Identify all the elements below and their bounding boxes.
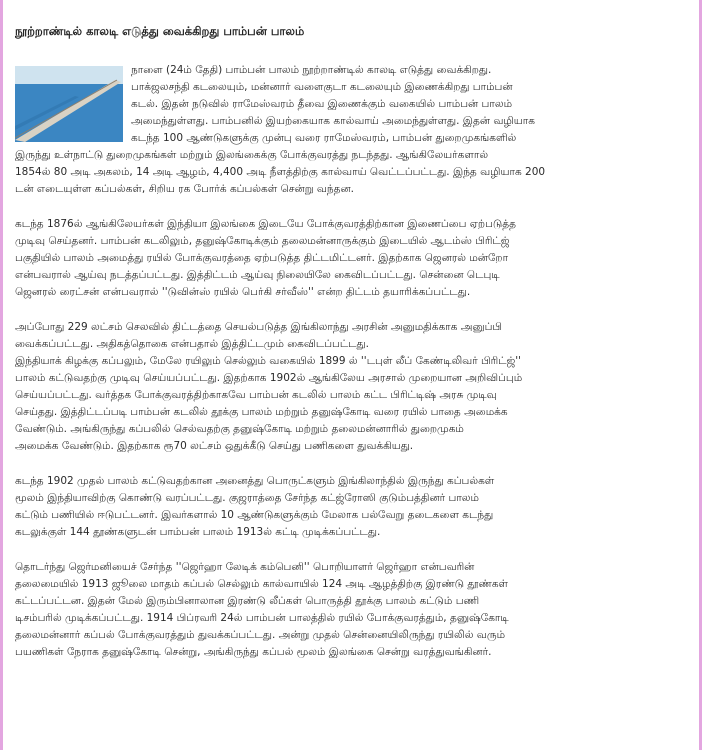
text-line: கடலுக்குள் 144 தூண்களுடன் பாம்பன் பாலம் 1913ல் கட்டி முடிக்கப்பட்டது. [15, 526, 381, 538]
text-line: அப்போது 229 லட்சம் செலவில் திட்டத்தை செயல்படுத்த இங்கிலாந்து அரசின் அனுமதிக்காக அனுப்பி [15, 321, 502, 333]
text-line: கட்டும் பணியில் ஈடுபட்டனர். இவர்களால் 10 ஆண்டுகளுக்கும் மேலாக பல்வேறு தடைகளை கடந்து [15, 509, 494, 521]
text-line: தொடர்ந்து ஜெர்மனியைச் சேர்ந்த ''ஜெர்ஹா லேடிக் கம்பெனி'' பொறியாளர் ஜெர்ஹா என்பவரின் [15, 561, 475, 573]
text-line: நாளை (24ம் தேதி) பாம்பன் பாலம் நூற்றாண்டில் காலடி எடுத்து வைக்கிறது. [131, 64, 492, 76]
paragraph-4 [15, 473, 691, 541]
text-line: வைக்கப்பட்டது. அதிகத்தொகை என்பதால் இத்திட்டமும் கைவிடப்பட்டது. [15, 338, 369, 350]
text-line: மூலம் இந்தியாவிற்கு கொண்டு வரப்பட்டது. குஜராத்தை சேர்ந்த கட்ஜ்ரோஸி குடும்பத்தினர் பாலம் [15, 492, 479, 504]
text-line: அமைக்க வேண்டும். இதற்காக ரூ70 லட்சம் ஒதுக்கீடு செய்து பணிகளை துவக்கியது. [15, 440, 414, 452]
article-title: நூற்றாண்டில் காலடி எடுத்து வைக்கிறது பாம்பன் பாலம் [15, 24, 305, 38]
text-line: பயணிகள் நேராக தனுஷ்கோடி சென்று, அங்கிருந்து கப்பல் மூலம் இலங்கை சென்று வரத்துவங்கினர். [15, 646, 492, 658]
text-line: முடிவு செய்தனர். பாம்பன் கடலிலும், தனுஷ்கோடிக்கும் தலைமன்னாருக்கும் இடையில் ஆடம்ஸ் பிரிட்ஜ் [15, 235, 510, 247]
text-line: செய்தது. இத்திட்டப்படி பாம்பன் கடலில் தூக்கு பாலம் மற்றும் தனுஷ்கோடி வரை ரயில் பாதை அமைக்க [15, 406, 508, 418]
text-line: கட்டப்பட்டன. இதன் மேல் இரும்பினாலான இரண்டு லீப்கள் பொருத்தி தூக்கு பாலம் கட்டும் பணி [15, 595, 480, 607]
text-line: கடந்த 100 ஆண்டுகளுக்கு முன்பு வரை ராமேஸ்வரம், பாம்பன் துறைமுகங்களில் [131, 132, 517, 144]
text-line: வேண்டும். அங்கிருந்து கப்பலில் செல்வதற்கு தனுஷ்கோடி மற்றும் தலைமன்னாரில் துறைமுகம் [15, 423, 464, 435]
text-line: தலைமன்னார் கப்பல் போக்குவரத்தும் துவக்கப்பட்டது. அன்று முதல் சென்னையிலிருந்து ரயிலில் வரும் [15, 629, 506, 641]
text-line: டிசம்பரில் முடிக்கப்பட்டது. 1914 பிப்ரவரி 24ல் பாம்பன் பாலத்தில் ரயில் போக்குவரத்தும், தனுஷ்கோடி [15, 612, 509, 624]
paragraph-3 [15, 319, 691, 455]
article [15, 22, 691, 679]
text-line: கடந்த 1902 முதல் பாலம் கட்டுவதற்கான அனைத்து பொருட்களும் இங்கிலாந்தில் இருந்து கப்பல்கள் [15, 475, 495, 487]
text-line: செய்யப்பட்டது. வர்த்தக போக்குவரத்திற்காகவே பாம்பன் கடலில் பாலம் கட்ட பிரிட்டிஷ் அரசு முடிவு [15, 389, 497, 401]
text-line: அமைந்துள்ளது. பாம்பனில் இயற்கையாக கால்வாய் அமைந்துள்ளது. இதன் வழியாக [131, 115, 535, 127]
text-line: பாக்ஜலசந்தி கடலையும், மன்னார் வளைகுடா கடலையும் இணைக்கிறது பாம்பன் [131, 81, 513, 93]
text-line: பகுதியில் பாலம் அமைத்து ரயில் போக்குவரத்தை ஏற்படுத்த திட்டமிட்டனர். இதற்காக ஜெனரல் மன்றோ [15, 252, 509, 264]
text-line: டன் எடையுள்ள கப்பல்கள், சிறிய ரக போர்க் கப்பல்கள் சென்று வந்தன. [15, 183, 354, 195]
text-line: இந்தியாக் கிழக்கு கப்பலும், மேலே ரயிலும் செல்லும் வகையில் 1899 ல் ''டபுள் லீப் கேண்டிலிவர் பிரிட்ஜ்'' [15, 355, 522, 367]
text-line: இருந்து உள்நாட்டு துறைமுகங்கள் மற்றும் இலங்கைக்கு போக்குவரத்து நடந்தது. ஆங்கிலேயர்களால் [15, 149, 489, 161]
text-line: கடந்த 1876ல் ஆங்கிலேயர்கள் இந்தியா இலங்கை இடையே போக்குவரத்திற்கான இணைப்பை ஏற்படுத்த [15, 218, 516, 230]
text-line: பாலம் கட்டுவதற்கு முடிவு செய்யப்பட்டது. இதற்காக 1902ல் ஆங்கிலேய அரசால் முறையான அறிவிப்பும் [15, 372, 523, 384]
paragraph-5 [15, 559, 691, 661]
text-line: ஜெனரல் ரைட்சன் என்பவரால் ''டுவின்ஸ் ரயில் பெர்கி சர்வீஸ்'' என்ற திட்டம் தயாரிக்கப்பட்டது. [15, 286, 471, 298]
paragraph-2 [15, 216, 691, 301]
bridge-photo [15, 66, 123, 142]
bridge-photo-illustration [15, 66, 123, 142]
text-line: தலைமையில் 1913 ஜூலை மாதம் கப்பல் செல்லும் கால்வாயில் 124 அடி ஆழத்திற்கு இரண்டு தூண்கள் [15, 578, 509, 590]
text-line: என்பவரால் ஆய்வு நடத்தப்பட்டது. இத்திட்டம் ஆய்வு நிலையிலே கைவிடப்பட்டது. சென்னை டெபுடி [15, 269, 500, 281]
text-line: கடல். இதன் நடுவில் ராமேஸ்வரம் தீவை இணைக்கும் வகையில் பாம்பன் பாலம் [131, 98, 513, 110]
text-line: 1854ல் 80 அடி அகலம், 14 அடி ஆழம், 4,400 அடி நீளத்திற்கு கால்வாய் வெட்டப்பட்டது. இந்த வழியாக 200 [15, 166, 546, 178]
